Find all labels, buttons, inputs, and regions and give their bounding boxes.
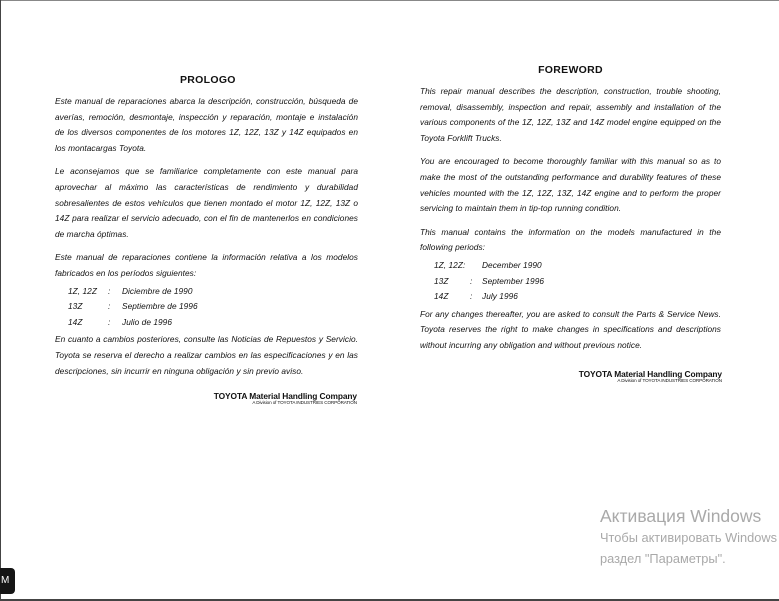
company-division: A Division of TOYOTA INDUSTRIES CORPORATION	[617, 378, 722, 383]
model-row	[68, 284, 358, 300]
foreword-title: FOREWORD	[538, 64, 603, 76]
model-name: 14Z	[434, 291, 449, 302]
model-separator: :	[470, 291, 473, 302]
foreword-company-signature	[500, 369, 722, 383]
prologo-column	[55, 94, 358, 379]
model-name: 14Z	[68, 316, 83, 327]
model-date: December 1990	[482, 259, 542, 270]
model-name: 1Z, 12Z:	[434, 259, 466, 270]
prologo-paragraph-4: En cuanto a cambios posteriores, consulte las Noticias de Repuestos y Servicio. Toyota se reserva el derecho a realizar cambios en las especificaciones y en las descripciones, sin incurrir en ninguna obligación y sin previo aviso.	[55, 334, 358, 376]
company-division: A Division of TOYOTA INDUSTRIES CORPORATION	[252, 400, 357, 405]
model-separator: :	[108, 301, 111, 312]
prologo-model-list	[55, 284, 358, 331]
foreword-paragraph-3: This manual contains the information on the models manufactured in the following periods:	[420, 226, 721, 253]
model-name: 1Z, 12Z	[68, 285, 97, 296]
company-name: TOYOTA Material Handling Company	[213, 391, 357, 401]
model-row	[434, 258, 721, 274]
model-row	[434, 289, 721, 305]
model-separator: :	[470, 275, 473, 286]
prologo-paragraph-1: Este manual de reparaciones abarca la descripción, construcción, búsqueda de averías, remoción, desmontaje, inspección y reparación, montaje e instalación de los diversos componentes de los motores 1Z, 12Z, 13Z y 14Z equipados en los montacargas Toyota.	[55, 96, 358, 153]
windows-activation-watermark	[600, 505, 779, 569]
model-row	[68, 299, 358, 315]
model-separator: :	[108, 285, 111, 296]
model-date: July 1996	[482, 291, 518, 302]
prologo-company-signature	[140, 391, 357, 405]
prologo-paragraph-3: Este manual de reparaciones contiene la información relativa a los modelos fabricados en los períodos siguientes:	[55, 252, 358, 278]
page-left-border	[0, 0, 1, 601]
model-separator: :	[108, 316, 111, 327]
model-date: Julio de 1996	[122, 316, 173, 327]
foreword-paragraph-4: For any changes thereafter, you are asked to consult the Parts & Service News. Toyota reserves the right to make changes in specifications and descriptions without incurring any obligation and without previous notice.	[420, 308, 721, 350]
model-date: Diciembre de 1990	[122, 285, 193, 296]
model-date: September 1996	[482, 275, 545, 286]
page-top-border	[0, 0, 779, 1]
foreword-paragraph-2: You are encouraged to become thoroughly familiar with this manual so as to make the most of the outstanding performance and durability features of these vehicles mounted with the 1Z, 12Z, 13Z, 14Z engine and to perform the proper servicing to maintain them in tip-top running condition.	[420, 156, 721, 214]
company-name: TOYOTA Material Handling Company	[578, 369, 722, 379]
prologo-title: PROLOGO	[180, 74, 236, 86]
model-row	[434, 274, 721, 290]
model-name: 13Z	[68, 301, 83, 312]
foreword-model-list	[420, 258, 721, 305]
foreword-column	[420, 84, 721, 354]
taskbar-app-button[interactable]: M	[0, 568, 15, 594]
model-row	[68, 315, 358, 331]
prologo-paragraph-2: Le aconsejamos que se familiarice completamente con este manual para aprovechar al máximo las características de rendimiento y durabilidad sobresalientes de estos vehículos que tienen montado el motor 1Z, 12Z, 13Z o 14Z para realizar el servicio adecuado, con el fin de mantenerlos en condiciones de marcha óptimas.	[55, 166, 358, 239]
watermark-title: Активация Windows	[600, 506, 762, 526]
model-date: Septiembre de 1996	[122, 301, 198, 312]
watermark-line-1: Чтобы активировать Windows	[600, 530, 777, 545]
watermark-line-2: раздел "Параметры".	[600, 551, 726, 566]
foreword-paragraph-1: This repair manual describes the description, construction, trouble shooting, removal, disassembly, inspection and repair, assembly and installation of the various components of the 1Z, 12Z, 13Z and 14Z model engine equipped on the Toyota Forklift Trucks.	[420, 86, 721, 143]
model-name: 13Z	[434, 275, 449, 286]
